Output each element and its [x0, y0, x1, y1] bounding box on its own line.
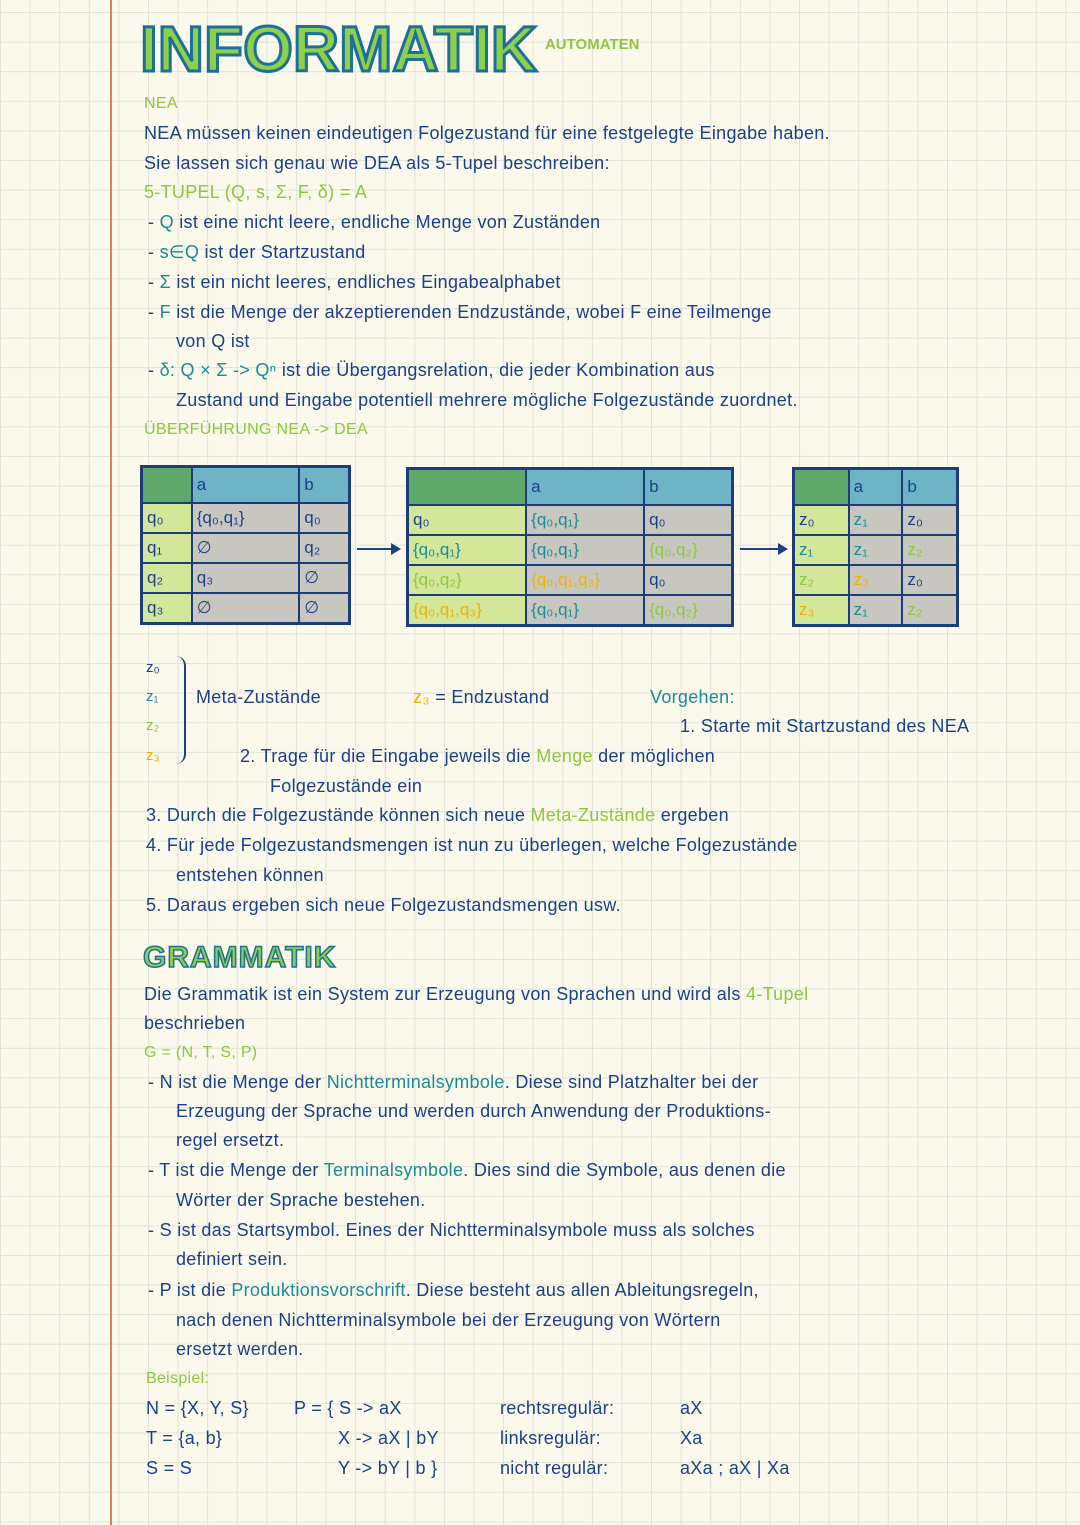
transition-cell: z₀	[902, 565, 957, 595]
bullet-p-cont: nach denen Nichtterminalsymbole bei der Erzeugung von Wörtern	[176, 1310, 721, 1330]
transition-cell: z₂	[902, 535, 957, 565]
transition-cell: q₃	[192, 563, 299, 593]
state-label-cell: z₁	[794, 535, 849, 565]
grammatik-intro: Die Grammatik ist ein System zur Erzeugung von Sprachen und wird als 4-Tupel	[144, 984, 809, 1004]
page-header	[140, 14, 639, 84]
step-4: 4. Für jede Folgezustandsmengen ist nun zu überlegen, welche Folgezustände	[146, 835, 798, 855]
example-t: T = {a, b}	[146, 1428, 223, 1448]
conversion-heading: ÜBERFÜHRUNG NEA -> DEA	[144, 421, 368, 438]
state-label-cell: {q₀,q₂}	[408, 565, 527, 595]
example-p-2: X -> aX | bY	[338, 1428, 439, 1448]
header-corner	[408, 469, 527, 506]
bullet-t: - T ist die Menge der Terminalsymbole. Dies sind die Symbole, aus denen die	[148, 1160, 786, 1180]
right-regular-label: rechtsregulär:	[500, 1398, 615, 1418]
table-row	[794, 595, 958, 626]
table-row	[408, 565, 733, 595]
step-2: 2. Trage für die Eingabe jeweils die Menge der möglichen	[240, 746, 716, 766]
bullet-n: - N ist die Menge der Nichtterminalsymbole. Diese sind Platzhalter bei der	[148, 1072, 759, 1092]
example-n: N = {X, Y, S}	[146, 1398, 249, 1418]
table-row	[142, 533, 350, 563]
example-s: S = S	[146, 1458, 193, 1478]
transition-cell: q₀	[644, 505, 732, 535]
state-label-cell: q₁	[142, 533, 192, 563]
bullet-s-cont: definiert sein.	[176, 1249, 288, 1269]
transition-cell: q₀	[299, 503, 349, 533]
bullet-delta-cont: Zustand und Eingabe potentiell mehrere mögliche Folgezustände zuordnet.	[176, 390, 798, 410]
nea-intro-2: Sie lassen sich genau wie DEA als 5-Tupel beschreiben:	[144, 153, 610, 173]
bullet-p: - P ist die Produktionsvorschrift. Diese besteht aus allen Ableitungsregeln,	[148, 1280, 759, 1300]
state-label-cell: {q₀,q₁}	[408, 535, 527, 565]
state-label-cell: z₂	[794, 565, 849, 595]
bullet-sigma: - Σ ist ein nicht leeres, endliches Eingabealphabet	[148, 272, 561, 292]
step-4-cont: entstehen können	[176, 865, 324, 885]
nea-tupel: 5-TUPEL (Q, s, Σ, F, δ) = A	[144, 182, 368, 202]
bullet-s: - s∈Q ist der Startzustand	[148, 242, 366, 262]
step-5: 5. Daraus ergeben sich neue Folgezustandsmengen usw.	[146, 895, 621, 915]
meta-label: Meta-Zustände	[196, 687, 321, 707]
not-regular-label: nicht regulär:	[500, 1458, 609, 1478]
meta-z3: z₃	[146, 747, 160, 764]
example-p-1: P = { S -> aX	[294, 1398, 402, 1418]
end-state-note: z₃ = Endzustand	[413, 687, 550, 707]
table-row	[142, 503, 350, 533]
step-1: 1. Starte mit Startzustand des NEA	[680, 716, 970, 736]
transition-cell: q₀	[644, 565, 732, 595]
transition-cell: {q₀,q₁}	[526, 505, 644, 535]
meta-z1: z₁	[146, 688, 159, 705]
bullet-n-cont: Erzeugung der Sprache und werden durch Anwendung der Produktions-	[176, 1101, 771, 1121]
bullet-q: - Q ist eine nicht leere, endliche Menge von Zuständen	[148, 212, 601, 232]
bullet-f-cont: von Q ist	[176, 331, 250, 351]
state-label-cell: {q₀,q₁,q₃}	[408, 595, 527, 626]
transition-cell: ∅	[299, 593, 349, 624]
header-cell: a	[192, 467, 299, 504]
powerset-transition-table	[406, 467, 734, 627]
header-cell: a	[849, 469, 903, 506]
page-title: INFORMATIK	[140, 13, 537, 85]
bullet-n-cont2: regel ersetzt.	[176, 1130, 285, 1150]
table-header-row	[408, 469, 733, 506]
header-cell: b	[902, 469, 957, 506]
transition-cell: {q₀,q₁}	[192, 503, 299, 533]
table-row	[408, 535, 733, 565]
grammatik-intro-cont: beschrieben	[144, 1013, 246, 1033]
transition-cell: z₂	[902, 595, 957, 626]
transition-cell: ∅	[192, 593, 299, 624]
bullet-t-cont: Wörter der Sprache bestehen.	[176, 1190, 426, 1210]
state-label-cell: z₀	[794, 505, 849, 535]
bullet-delta: - δ: Q × Σ -> Qⁿ ist die Übergangsrelation, die jeder Kombination aus	[148, 360, 715, 380]
transition-cell: {q₀,q₂}	[644, 535, 732, 565]
transition-cell: z₁	[849, 595, 903, 626]
header-cell: b	[299, 467, 349, 504]
nea-intro-1: NEA müssen keinen eindeutigen Folgezustand für eine festgelegte Eingabe haben.	[144, 123, 830, 143]
state-label-cell: q₃	[142, 593, 192, 624]
page-subtitle: AUTOMATEN	[544, 36, 640, 53]
step-2-cont: Folgezustände ein	[270, 776, 423, 796]
table-row	[142, 563, 350, 593]
transition-cell: {q₀,q₁,q₃}	[526, 565, 644, 595]
bullet-s: - S ist das Startsymbol. Eines der Nichtterminalsymbole muss als solches	[148, 1220, 755, 1240]
dea-transition-table	[792, 467, 959, 627]
transition-cell: ∅	[192, 533, 299, 563]
transition-cell: z₁	[849, 505, 903, 535]
transition-cell: q₂	[299, 533, 349, 563]
nea-heading: NEA	[144, 95, 178, 112]
bullet-p-cont2: ersetzt werden.	[176, 1339, 304, 1359]
example-p-3: Y -> bY | b }	[338, 1458, 438, 1478]
table-row	[794, 505, 958, 535]
arrow-right-icon	[357, 548, 399, 550]
table-row	[142, 593, 350, 624]
procedure-heading: Vorgehen:	[650, 687, 735, 707]
table-header-row	[142, 467, 350, 504]
right-regular-value: aX	[680, 1398, 703, 1418]
header-corner	[794, 469, 849, 506]
meta-z0: z₀	[146, 659, 160, 676]
arrow-right-icon	[740, 548, 786, 550]
state-label-cell: q₀	[408, 505, 527, 535]
header-corner	[142, 467, 192, 504]
transition-cell: {q₀,q₂}	[644, 595, 732, 626]
transition-cell: {q₀,q₁}	[526, 535, 644, 565]
table-header-row	[794, 469, 958, 506]
brace	[170, 656, 186, 764]
state-label-cell: q₂	[142, 563, 192, 593]
grammatik-heading: GRAMMATIK	[143, 941, 337, 974]
transition-cell: ∅	[299, 563, 349, 593]
example-heading: Beispiel:	[146, 1370, 210, 1387]
margin-line	[110, 0, 112, 1525]
table-row	[794, 535, 958, 565]
meta-z2: z₂	[146, 717, 160, 734]
step-3: 3. Durch die Folgezustände können sich neue Meta-Zustände ergeben	[146, 805, 729, 825]
grammatik-tupel: G = (N, T, S, P)	[144, 1044, 258, 1061]
transition-cell: {q₀,q₁}	[526, 595, 644, 626]
nea-transition-table	[140, 465, 351, 625]
table-row	[408, 595, 733, 626]
state-label-cell: z₃	[794, 595, 849, 626]
state-label-cell: q₀	[142, 503, 192, 533]
transition-cell: z₁	[849, 535, 903, 565]
table-row	[794, 565, 958, 595]
transition-cell: z₀	[902, 505, 957, 535]
header-cell: a	[526, 469, 644, 506]
not-regular-value: aXa ; aX | Xa	[680, 1458, 790, 1478]
table-row	[408, 505, 733, 535]
left-regular-value: Xa	[680, 1428, 703, 1448]
header-cell: b	[644, 469, 732, 506]
bullet-f: - F ist die Menge der akzeptierenden Endzustände, wobei F eine Teilmenge	[148, 302, 772, 322]
left-regular-label: linksregulär:	[500, 1428, 601, 1448]
transition-cell: z₃	[849, 565, 903, 595]
